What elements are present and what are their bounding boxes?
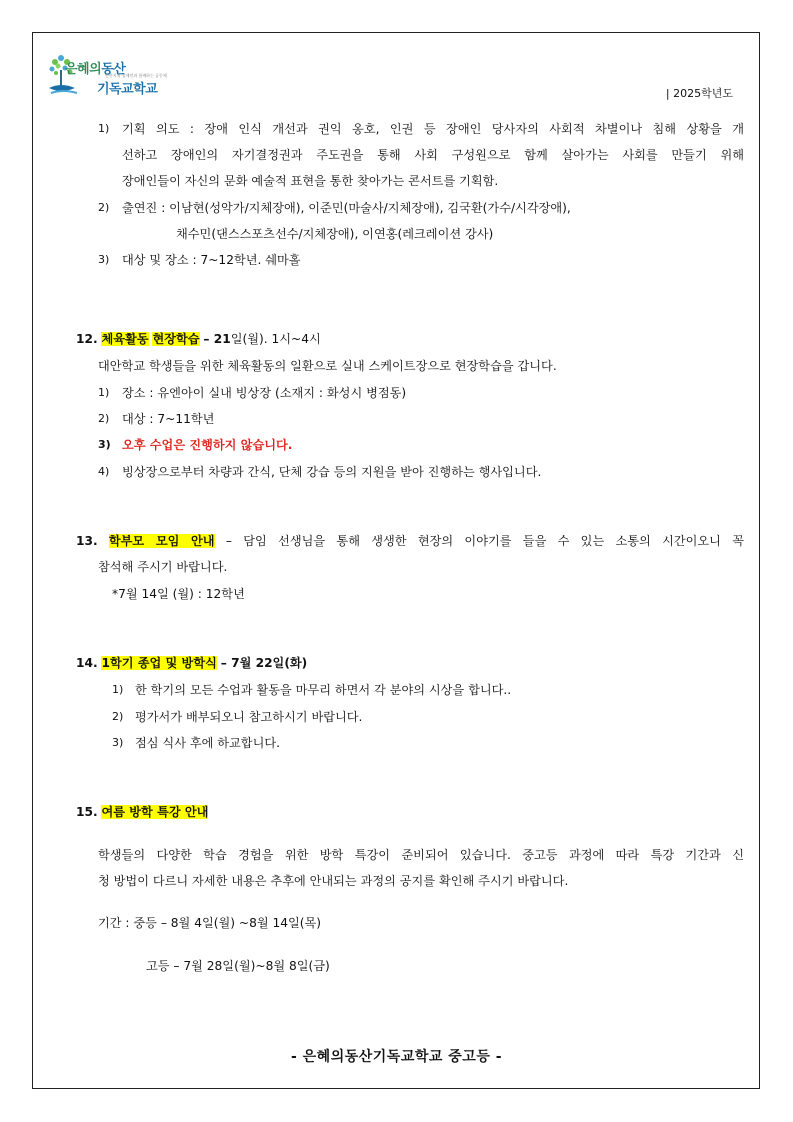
section-12-item: 대상 : 7~11학년 — [122, 412, 215, 426]
section-12-title-a: 체육활동 — [101, 332, 149, 346]
section-14-item: 점심 식사 후에 하교합니다. — [135, 736, 281, 750]
section-13-line2: 참석해 주시기 바랍니다. — [98, 560, 228, 574]
school-logo — [45, 52, 165, 100]
list-number: 4) — [98, 465, 110, 478]
list-number: 1) — [98, 386, 110, 399]
section-15-heading: 15. 여름 방학 특강 안내 — [76, 805, 209, 819]
section-14-heading: 14. 1학기 종업 및 방학식 – 7월 22일(화) — [76, 656, 308, 670]
section-13-heading: 13. 학부모 모임 안내 – 담임 선생님을 통해 생생한 현장의 이야기를 들을 수 있는 소통의 시간이오니 꼭 — [76, 534, 744, 548]
section-15-para-line2: 청 방법이 다르니 자세한 내용은 추후에 안내되는 과정의 공지를 확인해 주시기 바랍니다. — [98, 874, 569, 888]
list-number: 1) — [112, 683, 124, 696]
section-15-para-line1: 학생들의 다양한 학습 경험을 위한 방학 특강이 준비되어 있습니다. 중고등 과정에 따라 특강 기간과 신 — [98, 848, 744, 862]
section-13-note: *7월 14일 (월) : 12학년 — [112, 587, 245, 601]
section-14-title: 1학기 종업 및 방학식 — [101, 656, 217, 670]
section-12-heading: 12. 체육활동 현장학습 – 21일(월). 1시~4시 — [76, 332, 321, 346]
performers-line2: 채수민(댄스스포츠선수/지체장애), 이연홍(레크레이션 강사) — [176, 227, 494, 241]
section-15-title: 여름 방학 특강 안내 — [101, 805, 209, 819]
list-number: 3) — [98, 253, 110, 266]
target-venue: 대상 및 장소 : 7~12학년. 쉐마홀 — [122, 253, 301, 267]
performers-line1: 출연진 : 이남현(성악가/지체장애), 이준민(마술사/지체장애), 김국환(가수/시각장애), — [122, 201, 571, 215]
logo-text-line1: 은혜의동산 — [65, 62, 126, 77]
list-number: 3) — [112, 736, 124, 749]
planning-intent-line2: 선하고 장애인의 자기결정권과 주도권을 통해 사회 구성원으로 함께 살아가는 사회를 만들기 위해 — [122, 148, 744, 162]
section-15-period-high: 고등 – 7월 28일(월)~8월 8일(금) — [146, 959, 330, 973]
section-12-title-b: 현장학습 — [152, 332, 200, 346]
list-number: 2) — [98, 412, 110, 425]
list-number: 1) — [98, 122, 110, 135]
list-number: 2) — [112, 710, 124, 723]
logo-subtitle: 안산지역 장애인과 함께하는 공동체 — [105, 73, 167, 78]
section-12-item: 장소 : 유엔아이 실내 빙상장 (소재지 : 화성시 병점동) — [122, 386, 407, 400]
planning-intent-line3: 장애인들이 자신의 문화 예술적 표현을 통한 찾아가는 콘서트를 기획함. — [122, 174, 499, 188]
school-year: | 2025학년도 — [665, 87, 733, 100]
section-13-title: 학부모 모임 안내 — [108, 534, 215, 548]
list-number: 3) — [98, 438, 111, 451]
section-12-item: 빙상장으로부터 차량과 간식, 단체 강습 등의 지원을 받아 진행하는 행사입니다. — [122, 465, 542, 479]
section-14-item: 한 학기의 모든 수업과 활동을 마무리 하면서 각 분야의 시상을 합니다.. — [135, 683, 512, 697]
footer-school-name: - 은혜의동산기독교학교 중고등 - — [290, 1049, 503, 1065]
section-14-item: 평가서가 배부되오니 참고하시기 바랍니다. — [135, 710, 363, 724]
section-15-period-middle: 기간 : 중등 – 8월 4일(월) ~8월 14일(목) — [98, 916, 322, 930]
section-12-warning: 오후 수업은 진행하지 않습니다. — [122, 438, 293, 452]
planning-intent-line1: 기획 의도 : 장애 인식 개선과 권익 옹호, 인권 등 장애인 당사자의 사회적 차별이나 침해 상황을 개 — [122, 122, 744, 136]
section-12-intro: 대안학교 학생들을 위한 체육활동의 일환으로 실내 스케이트장으로 현장학습을 갑니다. — [98, 359, 557, 373]
list-number: 2) — [98, 201, 110, 214]
logo-text-line2: 기독교학교 — [97, 82, 158, 97]
